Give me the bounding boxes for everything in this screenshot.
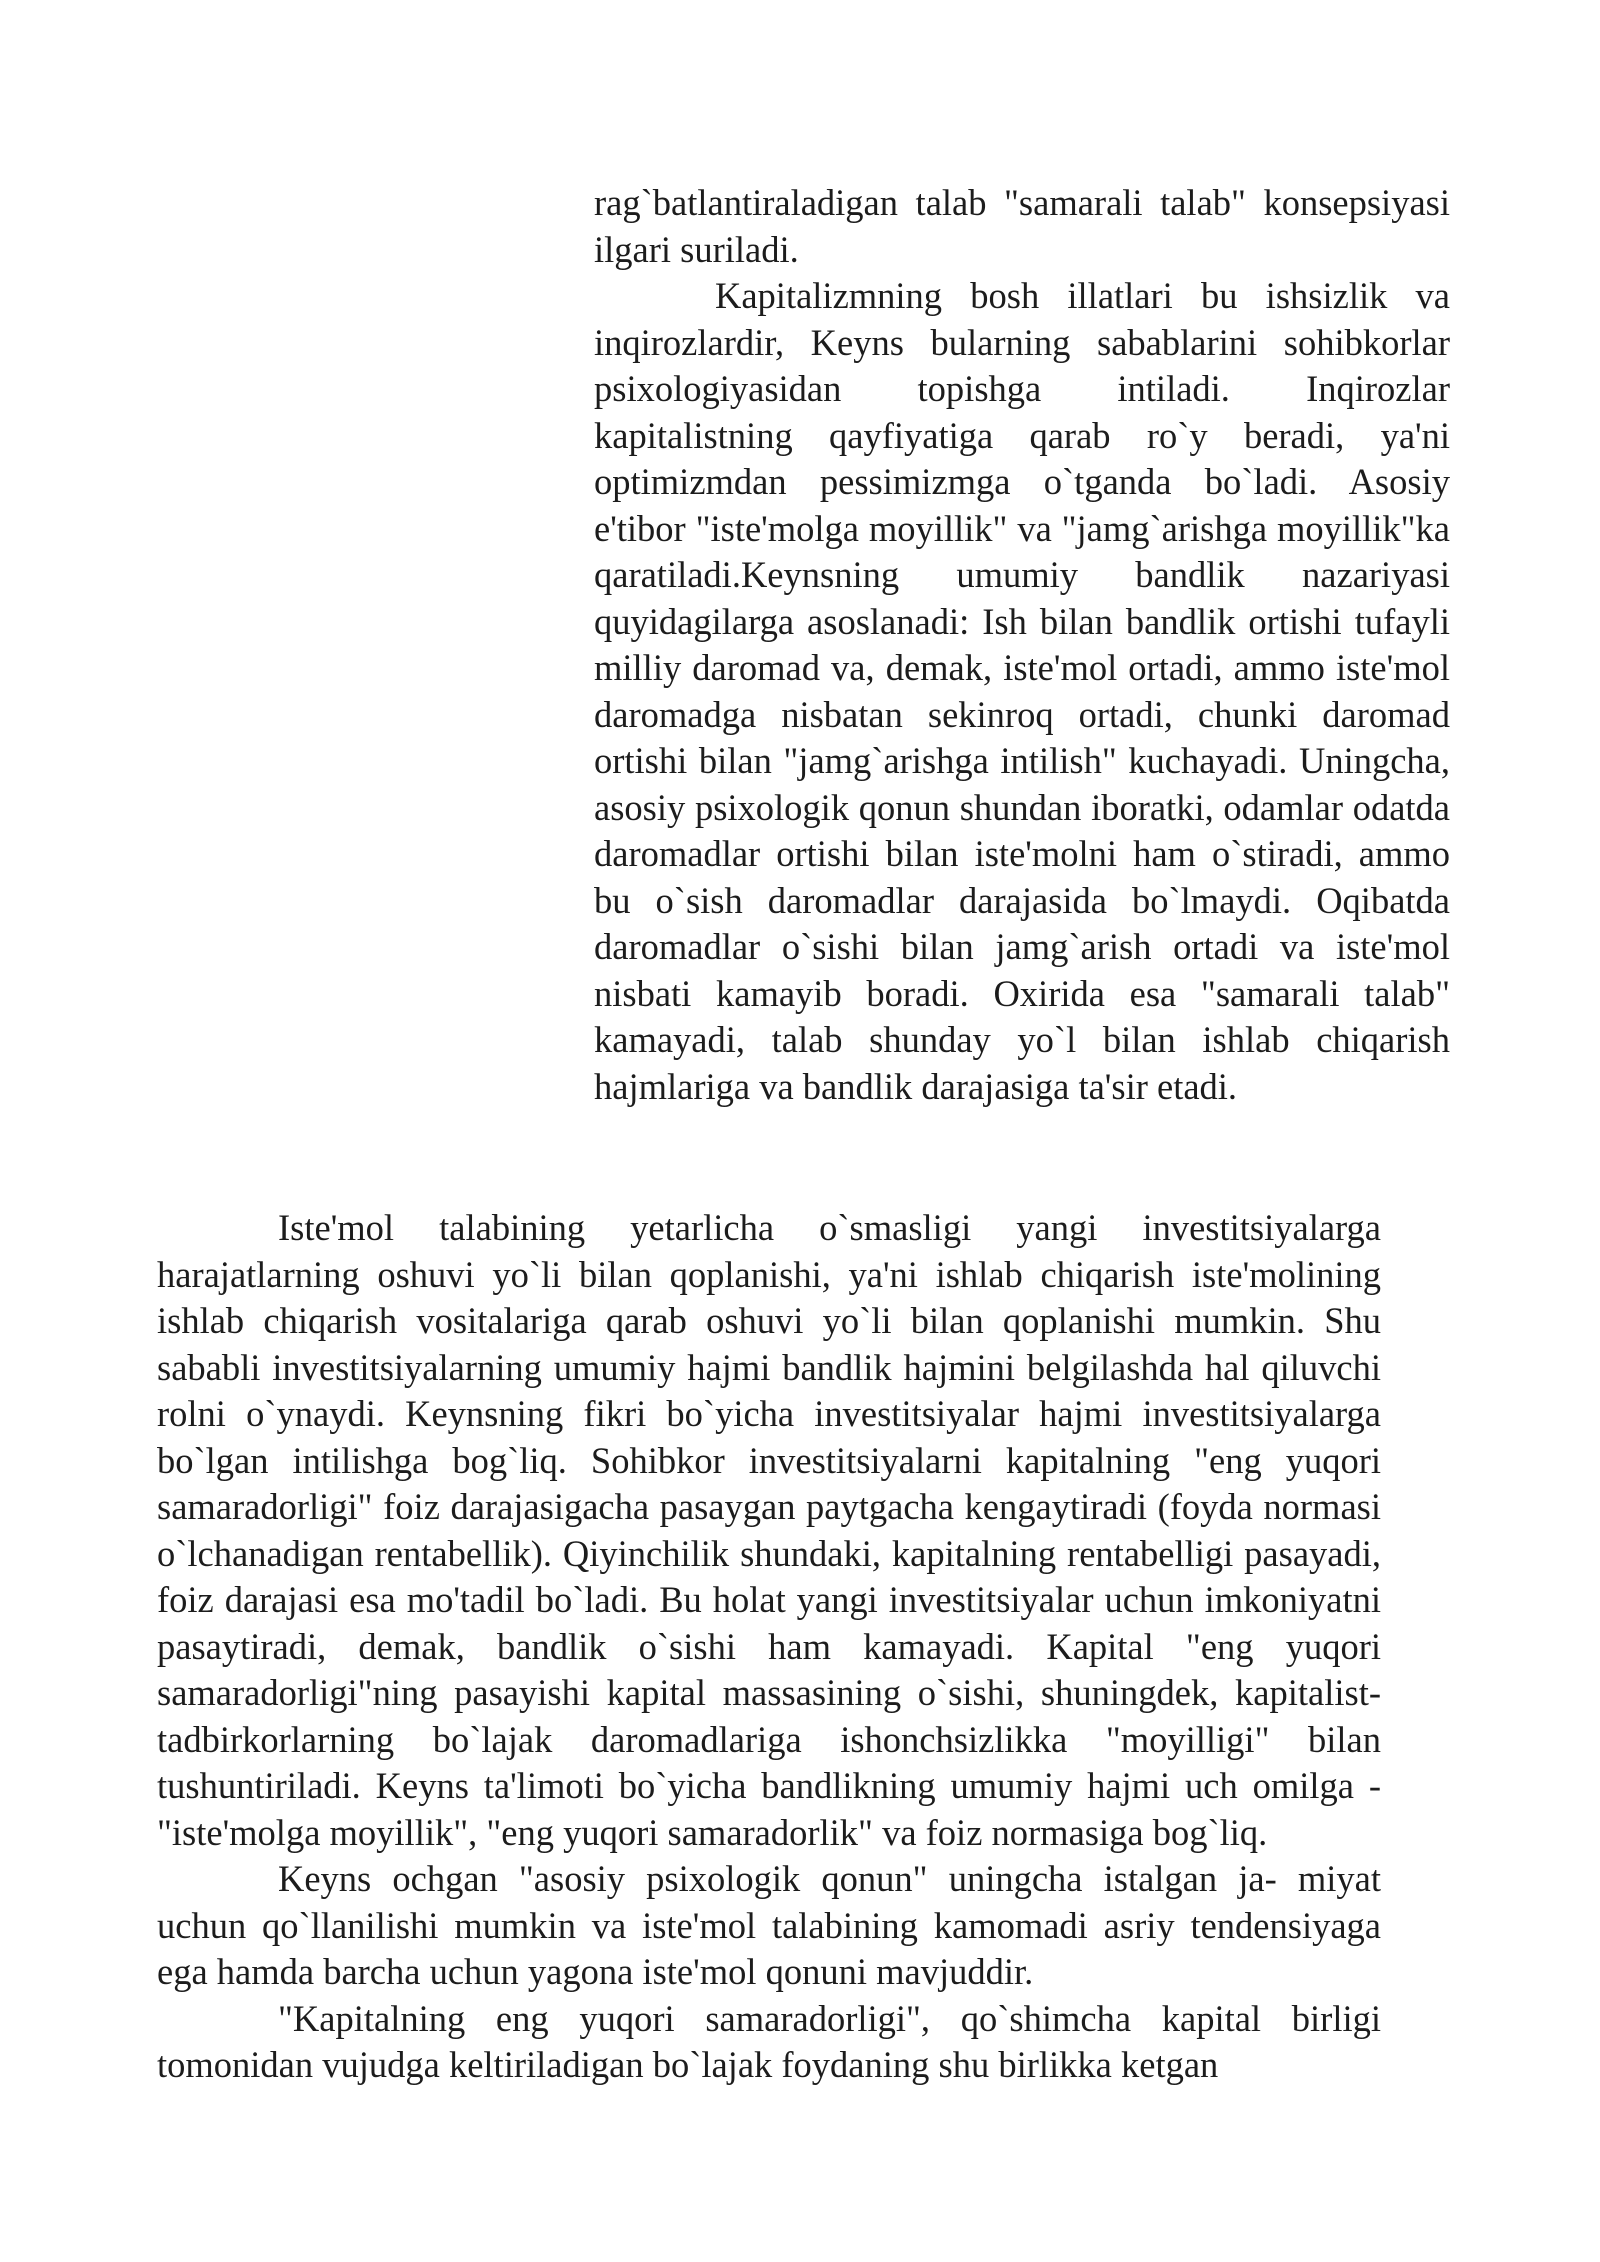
- right-column-text: [594, 180, 1450, 1110]
- paragraph-capital-efficiency: "Kapitalning eng yuqori samaradorligi", qo`shimcha kapital birligi tomonidan vujudga keltiriladigan bo`lajak foydaning shu birlikka ketgan: [157, 1997, 1381, 2085]
- full-width-text: [157, 1205, 1381, 2089]
- paragraph-investments: Iste'mol talabining yetarlicha o`smasligi yangi investitsiyalarga harajatlarning oshuvi yo`li bilan qoplanishi, ya'ni ishlab chiqarish iste'molining ishlab chiqarish vositalariga qarab oshuvi yo`li bilan qoplanishi mumkin. Shu sababli investitsiyalarning umumiy hajmi bandlik hajmini belgilashda hal qiluvchi rolni o`ynaydi. Keynsning fikri bo`yicha investitsiyalar hajmi investitsiyalarga bo`lgan intilishga bog`liq. Sohibkor investitsiyalarni kapitalning "eng yuqori samaradorligi" foiz darajasigacha pasaygan paytgacha kengaytiradi (foyda normasi o`lchanadigan rentabellik). Qiyinchilik shundaki, kapitalning rentabelligi pasayadi, foiz darajasi esa mo'tadil bo`ladi. Bu holat yangi investitsiyalar uchun imkoniyatni pasaytiradi, demak, bandlik o`sishi ham kamayadi. Kapital "eng yuqori samaradorligi"ning pasayishi kapital massasining o`sishi, shuningdek, kapitalist-tadbirkorlarning bo`lajak daromadlariga ishonchsizlikka "moyilligi" bilan tushuntiriladi. Keyns ta'limoti bo`yicha bandlikning umumiy hajmi uch omilga - "iste'molga moyillik", "eng yuqori samaradorlik" va foiz normasiga bog`liq.: [157, 1207, 1381, 1853]
- paragraph-continuation: rag`batlantiraladigan talab "samarali talab" konsepsiyasi ilgari suriladi.: [594, 182, 1450, 270]
- paragraph-psychological-law: Keyns ochgan "asosiy psixologik qonun" uningcha istalgan ja- miyat uchun qo`llanilishi mumkin va iste'mol talabining kamomadi asriy tendensiyaga ega hamda barcha uchun yagona iste'mol qonuni mavjuddir.: [157, 1858, 1381, 1992]
- paragraph-keynes-crises: Kapitalizmning bosh illatlari bu ishsizlik va inqirozlardir, Keyns bularning sabablarini sohibkorlar psixologiyasidan topishga intiladi. Inqirozlar kapitalistning qayfiyatiga qarab ro`y beradi, ya'ni optimizmdan pessimizmga o`tganda bo`ladi. Asosiy e'tibor "iste'molga moyillik" va "jamg`arishga moyillik"ka qaratiladi.Keynsning umumiy bandlik nazariyasi quyidagilarga asoslanadi: Ish bilan bandlik ortishi tufayli milliy daromad va, demak, iste'mol ortadi, ammo iste'mol daromadga nisbatan sekinroq ortadi, chunki daromad ortishi bilan "jamg`arishga intilish" kuchayadi. Uningcha, asosiy psixologik qonun shundan iboratki, odamlar odatda daromadlar ortishi bilan iste'molni ham o`stiradi, ammo bu o`sish daromadlar darajasida bo`lmaydi. Oqibatda daromadlar o`sishi bilan jamg`arish ortadi va iste'mol nisbati kamayib boradi. Oxirida esa "samarali talab" kamayadi, talab shunday yo`l bilan ishlab chiqarish hajmlariga va bandlik darajasiga ta'sir etadi.: [594, 275, 1450, 1107]
